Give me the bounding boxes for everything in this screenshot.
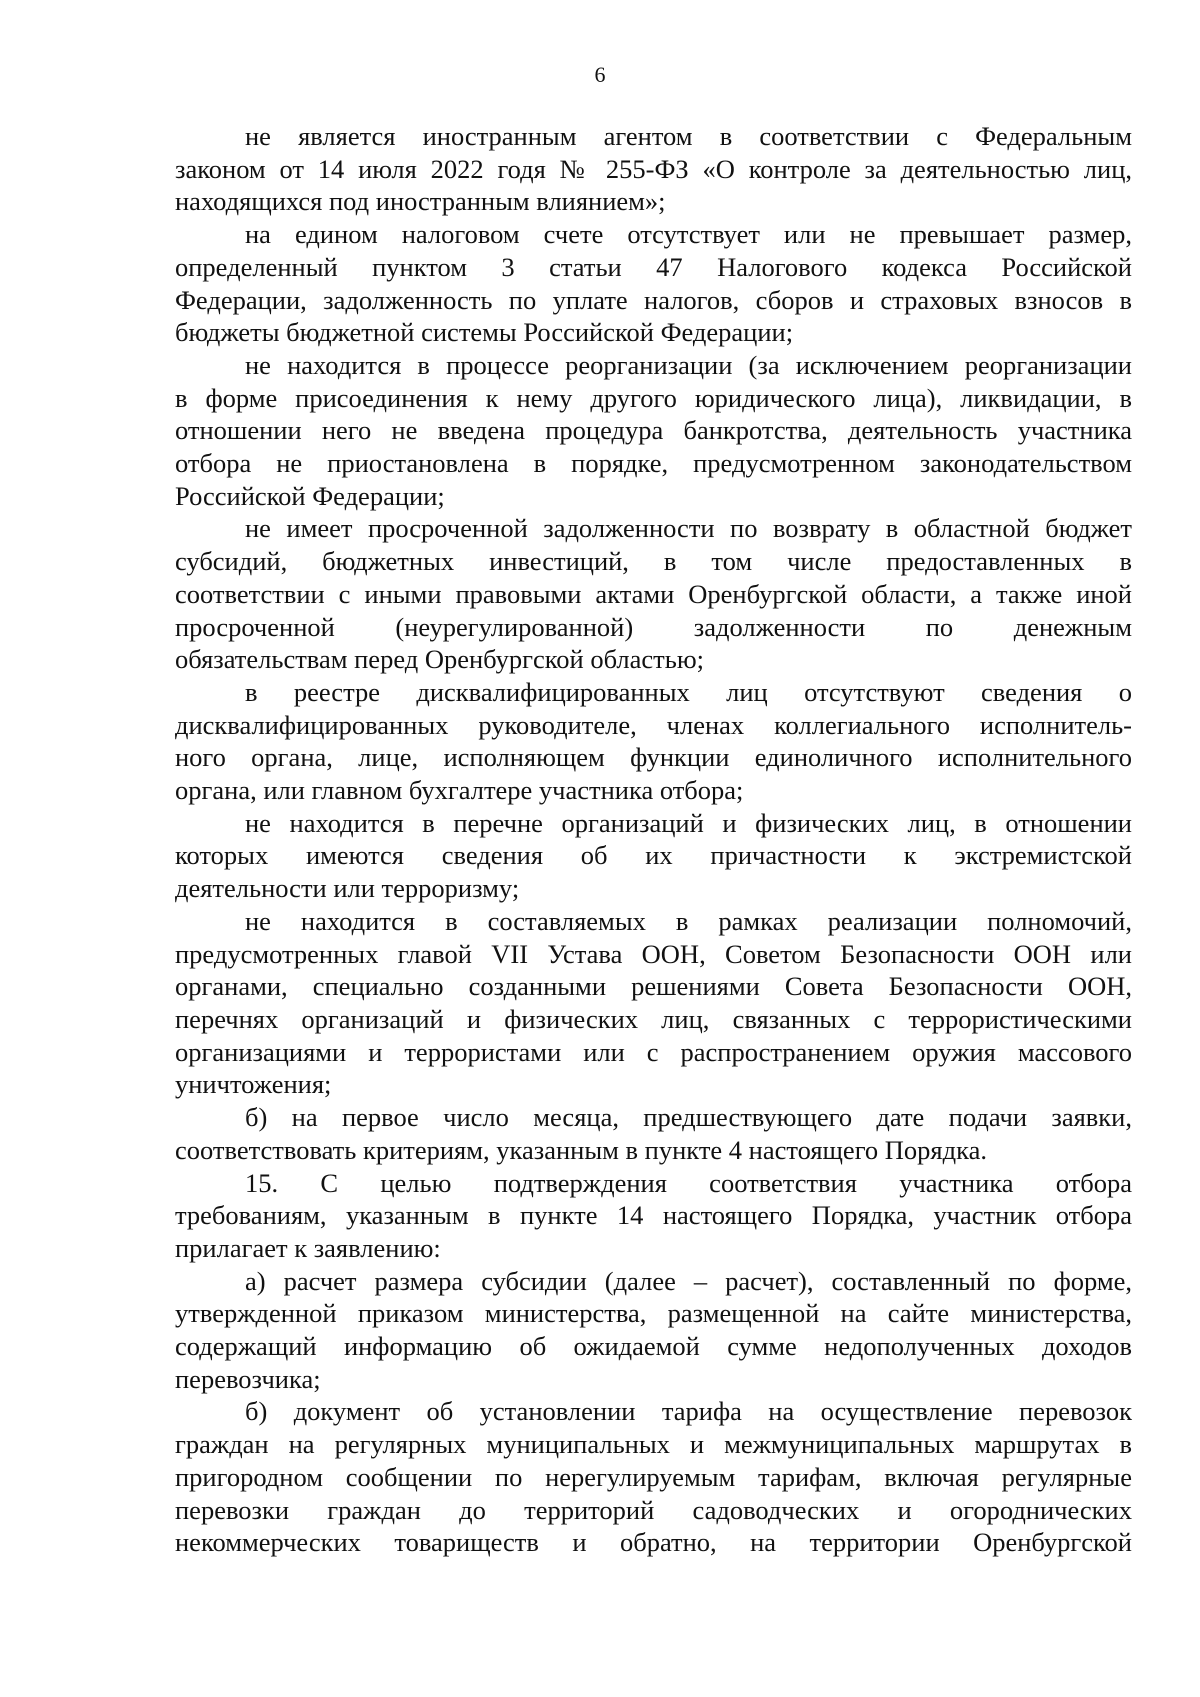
paragraph — [175, 512, 1132, 676]
text-line: не находится в перечне организаций и физических лиц, в отношении — [245, 807, 1132, 838]
text-line: определенный пунктом 3 статьи 47 Налогового кодекса Российской — [175, 251, 1132, 282]
text-line: а) расчет размера субсидии (далее – расчет), составленный по форме, — [245, 1265, 1132, 1296]
page-number: 6 — [594, 62, 606, 87]
paragraph — [175, 807, 1132, 905]
text-line: обязательствам перед Оренбургской областью; — [175, 644, 705, 675]
text-line: отношении него не введена процедура банкротства, деятельность участника — [175, 415, 1132, 446]
text-line: отбора не приостановлена в порядке, предусмотренном законодательством — [175, 448, 1132, 479]
text-line: содержащий информацию об ожидаемой сумме недополученных доходов — [175, 1331, 1132, 1362]
text-line: требованиям, указанным в пункте 14 настоящего Порядка, участник отбора — [175, 1200, 1132, 1231]
text-line: в реестре дисквалифицированных лиц отсутствуют сведения о — [245, 676, 1132, 707]
text-line: перевозчика; — [175, 1363, 321, 1394]
text-line: на едином налоговом счете отсутствует или не превышает размер, — [245, 219, 1132, 250]
text-line: граждан на регулярных муниципальных и межмуниципальных маршрутах в — [175, 1429, 1132, 1460]
text-line: 15. С целью подтверждения соответствия участника отбора — [245, 1167, 1132, 1198]
text-line: просроченной (неурегулированной) задолженности по денежным — [175, 611, 1132, 642]
text-line: пригородном сообщении по нерегулируемым тарифам, включая регулярные — [175, 1461, 1132, 1492]
paragraph — [175, 218, 1132, 349]
text-line: б) на первое число месяца, предшествующего дате подачи заявки, — [245, 1102, 1132, 1133]
text-line: органами, специально созданными решениями Совета Безопасности ООН, — [175, 971, 1132, 1002]
text-line: находящихся под иностранным влиянием»; — [175, 186, 666, 217]
text-line: субсидий, бюджетных инвестиций, в том числе предоставленных в — [175, 546, 1132, 577]
text-line: деятельности или терроризму; — [175, 873, 520, 904]
text-line: организациями и террористами или с распространением оружия массового — [175, 1036, 1132, 1067]
text-line: ного органа, лице, исполняющем функции единоличного исполнительного — [175, 742, 1132, 773]
text-line: в форме присоединения к нему другого юридического лица), ликвидации, в — [175, 382, 1132, 413]
document-body — [175, 120, 1132, 1559]
text-line: соответствовать критериям, указанным в пункте 4 настоящего Порядка. — [175, 1134, 987, 1165]
text-line: соответствии с иными правовыми актами Оренбургской области, а также иной — [175, 578, 1132, 609]
text-line: не находится в составляемых в рамках реализации полномочий, — [245, 905, 1132, 936]
text-line: перечнях организаций и физических лиц, связанных с террористическими — [175, 1003, 1132, 1034]
text-line: бюджеты бюджетной системы Российской Федерации; — [175, 317, 794, 348]
paragraph — [175, 1101, 1132, 1166]
paragraph — [175, 120, 1132, 218]
text-line: предусмотренных главой VII Устава ООН, Советом Безопасности ООН или — [175, 938, 1132, 969]
text-line: утвержденной приказом министерства, размещенной на сайте министерства, — [175, 1298, 1132, 1329]
text-line: не находится в процессе реорганизации (за исключением реорганизации — [245, 349, 1132, 380]
text-line: дисквалифицированных руководителе, членах коллегиального исполнитель- — [175, 709, 1132, 740]
paragraph — [175, 1167, 1132, 1265]
text-line: некоммерческих товариществ и обратно, на территории Оренбургской — [175, 1527, 1132, 1558]
text-line: не имеет просроченной задолженности по возврату в областной бюджет — [245, 513, 1132, 544]
text-line: Российской Федерации; — [175, 480, 445, 511]
paragraph — [175, 1265, 1132, 1396]
text-line: Федерации, задолженность по уплате налогов, сборов и страховых взносов в — [175, 284, 1132, 315]
text-line: органа, или главном бухгалтере участника отбора; — [175, 775, 744, 806]
text-line: перевозки граждан до территорий садоводческих и огороднических — [175, 1494, 1132, 1525]
text-line: которых имеются сведения об их причастности к экстремистской — [175, 840, 1132, 871]
text-line: законом от 14 июля 2022 годя № 255-ФЗ «О контроле за деятельностью лиц, — [175, 153, 1132, 184]
text-line: уничтожения; — [175, 1069, 332, 1100]
text-line: б) документ об установлении тарифа на осуществление перевозок — [245, 1396, 1132, 1427]
paragraph — [175, 349, 1132, 513]
paragraph — [175, 905, 1132, 1101]
text-line: прилагает к заявлению: — [175, 1232, 441, 1263]
text-line: не является иностранным агентом в соответствии с Федеральным — [245, 121, 1132, 151]
paragraph — [175, 1395, 1132, 1559]
paragraph — [175, 676, 1132, 807]
